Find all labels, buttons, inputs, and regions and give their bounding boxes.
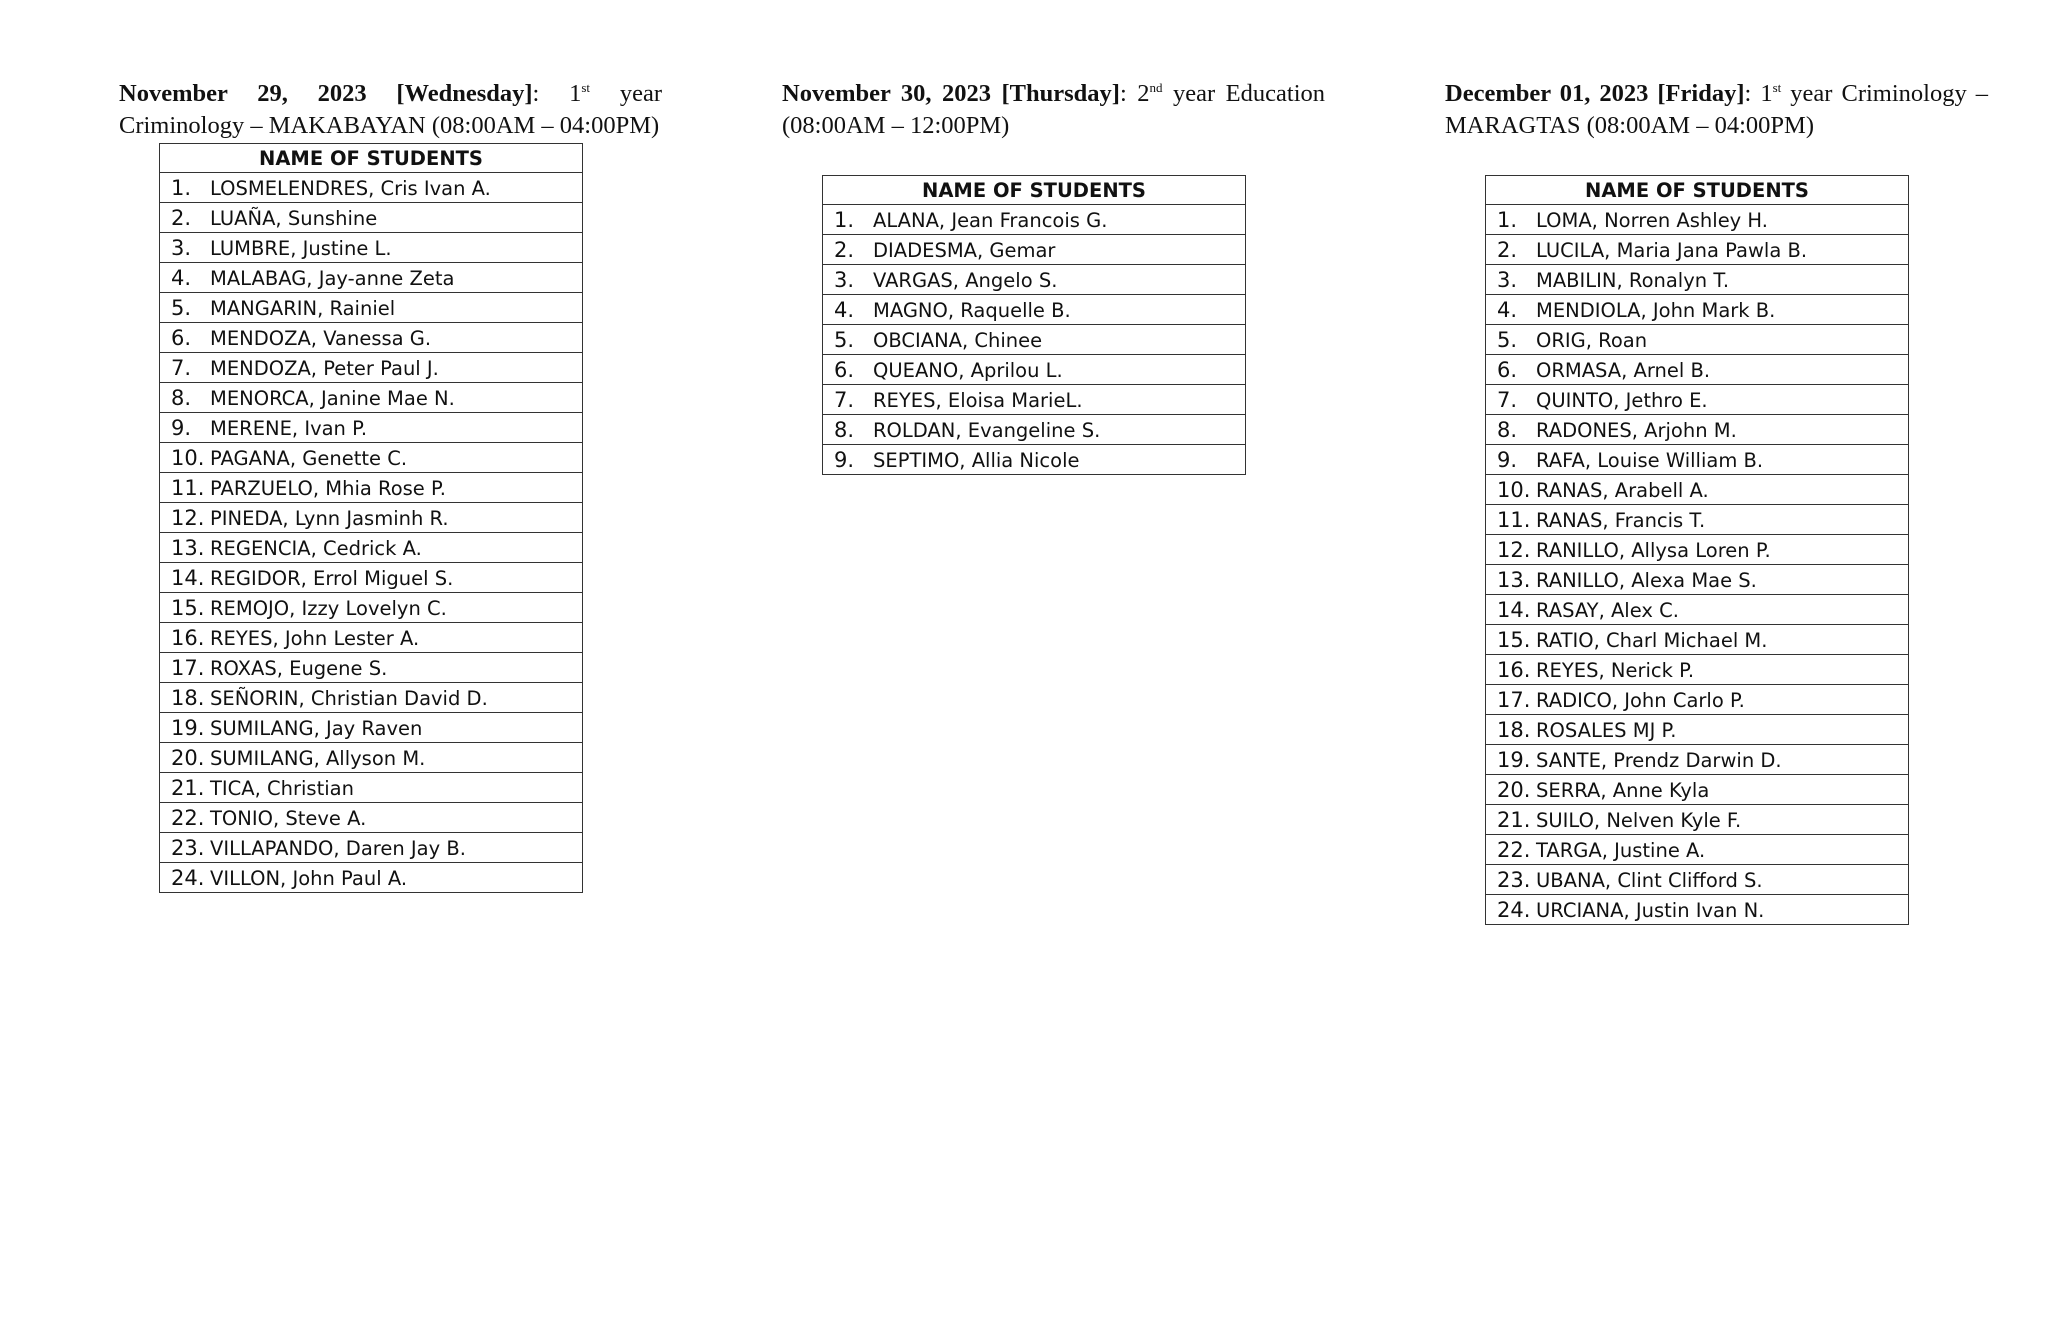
student-cell [1486, 745, 1909, 775]
student-number: 22. [1497, 837, 1531, 862]
student-number: 6. [834, 357, 855, 382]
student-name: SERRA, Anne Kyla [1536, 778, 1710, 802]
student-cell [1486, 865, 1909, 895]
student-name: MENDOZA, Peter Paul J. [210, 356, 439, 380]
student-number: 3. [1497, 267, 1518, 292]
table-row [823, 445, 1246, 475]
student-number: 5. [1497, 327, 1518, 352]
table-row [160, 743, 583, 773]
student-cell [823, 385, 1246, 415]
student-cell [160, 413, 583, 443]
table-row [160, 863, 583, 893]
table-header: NAME OF STUDENTS [1486, 176, 1909, 205]
student-cell [160, 563, 583, 593]
student-number: 3. [171, 235, 192, 260]
student-number: 17. [171, 655, 205, 680]
table-row [160, 623, 583, 653]
student-cell [1486, 625, 1909, 655]
student-name: RADONES, Arjohn M. [1536, 418, 1737, 442]
student-cell [1486, 415, 1909, 445]
table-row [1486, 205, 1909, 235]
year-number: 2 [1137, 80, 1150, 107]
student-cell [160, 173, 583, 203]
year-number: 1 [569, 80, 582, 107]
table-row [160, 413, 583, 443]
students-table-wrapper [822, 175, 1246, 475]
student-number: 13. [1497, 567, 1531, 592]
table-row [1486, 865, 1909, 895]
schedule-detail: year Education (08:00AM – 12:00PM) [782, 80, 1326, 139]
students-table [822, 175, 1246, 475]
student-cell [1486, 565, 1909, 595]
table-header-row [1486, 176, 1909, 205]
table-row [1486, 595, 1909, 625]
student-name: TARGA, Justine A. [1536, 838, 1706, 862]
table-row [160, 653, 583, 683]
schedule-heading: November 29, 2023 [Wednesday]: 1st year Criminology – MAKABAYAN (08:00AM – 04:00PM) [119, 79, 662, 139]
student-name: ROLDAN, Evangeline S. [873, 418, 1101, 442]
student-cell [160, 503, 583, 533]
student-cell [1486, 685, 1909, 715]
student-name: LOSMELENDRES, Cris Ivan A. [210, 176, 491, 200]
student-cell [160, 443, 583, 473]
year-suffix: st [581, 79, 591, 95]
table-row [160, 773, 583, 803]
students-table-wrapper [159, 143, 583, 893]
student-name: REMOJO, Izzy Lovelyn C. [210, 596, 447, 620]
student-cell [1486, 475, 1909, 505]
student-name: PINEDA, Lynn Jasminh R. [210, 506, 449, 530]
student-name: TICA, Christian [210, 776, 354, 800]
table-row [1486, 535, 1909, 565]
student-number: 24. [1497, 897, 1531, 922]
table-row [160, 713, 583, 743]
students-table-wrapper [1485, 175, 1909, 925]
table-header: NAME OF STUDENTS [823, 176, 1246, 205]
student-cell [160, 233, 583, 263]
student-name: REYES, Nerick P. [1536, 658, 1695, 682]
student-number: 7. [171, 355, 192, 380]
student-cell [160, 473, 583, 503]
student-name: MENORCA, Janine Mae N. [210, 386, 455, 410]
table-row [823, 235, 1246, 265]
schedule-column-nov-29 [119, 78, 662, 890]
student-cell [1486, 295, 1909, 325]
student-cell [160, 293, 583, 323]
student-cell [160, 353, 583, 383]
student-number: 11. [171, 475, 205, 500]
student-cell [160, 803, 583, 833]
student-name: MANGARIN, Rainiel [210, 296, 396, 320]
student-number: 9. [1497, 447, 1518, 472]
student-number: 3. [834, 267, 855, 292]
students-table-body [160, 173, 583, 893]
schedule-date: November 29, 2023 [Wednesday] [119, 80, 533, 107]
student-name: VARGAS, Angelo S. [873, 268, 1058, 292]
table-row [1486, 655, 1909, 685]
student-number: 1. [1497, 207, 1518, 232]
student-name: SUMILANG, Allyson M. [210, 746, 426, 770]
table-row [160, 803, 583, 833]
student-number: 5. [171, 295, 192, 320]
students-table-body [823, 205, 1246, 475]
student-cell [160, 683, 583, 713]
table-row [1486, 805, 1909, 835]
student-cell [823, 295, 1246, 325]
student-name: RATIO, Charl Michael M. [1536, 628, 1768, 652]
student-number: 20. [171, 745, 205, 770]
student-name: UBANA, Clint Clifford S. [1536, 868, 1763, 892]
student-name: LOMA, Norren Ashley H. [1536, 208, 1768, 232]
students-table-body [1486, 205, 1909, 925]
table-row [160, 533, 583, 563]
student-cell [1486, 715, 1909, 745]
student-name: RAFA, Louise William B. [1536, 448, 1764, 472]
student-cell [160, 203, 583, 233]
year-suffix: nd [1149, 79, 1163, 95]
student-number: 21. [171, 775, 205, 800]
student-number: 17. [1497, 687, 1531, 712]
student-number: 10. [1497, 477, 1531, 502]
student-cell [160, 713, 583, 743]
schedule-column-nov-30 [782, 78, 1326, 472]
student-number: 5. [834, 327, 855, 352]
table-row [823, 385, 1246, 415]
table-row [160, 563, 583, 593]
student-number: 18. [171, 685, 205, 710]
students-table [159, 143, 583, 893]
student-name: ORIG, Roan [1536, 328, 1648, 352]
table-row [160, 173, 583, 203]
student-number: 14. [1497, 597, 1531, 622]
schedule-date: November 30, 2023 [Thursday] [782, 80, 1120, 107]
student-name: ROSALES MJ P. [1536, 718, 1677, 742]
table-row [1486, 445, 1909, 475]
student-name: LUMBRE, Justine L. [210, 236, 392, 260]
student-number: 2. [171, 205, 192, 230]
student-number: 15. [1497, 627, 1531, 652]
student-number: 18. [1497, 717, 1531, 742]
table-row [1486, 385, 1909, 415]
student-number: 21. [1497, 807, 1531, 832]
table-row [823, 265, 1246, 295]
student-cell [160, 833, 583, 863]
student-cell [823, 205, 1246, 235]
student-name: ALANA, Jean Francois G. [873, 208, 1108, 232]
table-row [1486, 625, 1909, 655]
student-name: DIADESMA, Gemar [873, 238, 1056, 262]
table-row [1486, 355, 1909, 385]
student-cell [160, 773, 583, 803]
student-number: 22. [171, 805, 205, 830]
student-cell [1486, 895, 1909, 925]
student-number: 24. [171, 865, 205, 890]
student-number: 6. [1497, 357, 1518, 382]
student-cell [1486, 445, 1909, 475]
table-row [1486, 895, 1909, 925]
student-name: MERENE, Ivan P. [210, 416, 368, 440]
students-table [1485, 175, 1909, 925]
student-name: RASAY, Alex C. [1536, 598, 1679, 622]
student-name: SANTE, Prendz Darwin D. [1536, 748, 1782, 772]
table-row [160, 263, 583, 293]
student-number: 23. [1497, 867, 1531, 892]
student-name: LUAÑA, Sunshine [210, 206, 378, 230]
student-number: 14. [171, 565, 205, 590]
student-number: 4. [1497, 297, 1518, 322]
schedule-column-dec-01 [1445, 78, 1989, 922]
student-number: 10. [171, 445, 205, 470]
table-row [160, 443, 583, 473]
student-cell [1486, 805, 1909, 835]
student-cell [1486, 235, 1909, 265]
student-cell [1486, 505, 1909, 535]
table-header: NAME OF STUDENTS [160, 144, 583, 173]
student-number: 4. [171, 265, 192, 290]
table-header-row [823, 176, 1246, 205]
student-number: 1. [171, 175, 192, 200]
table-row [1486, 295, 1909, 325]
table-row [1486, 325, 1909, 355]
student-name: MAGNO, Raquelle B. [873, 298, 1071, 322]
table-row [1486, 775, 1909, 805]
table-row [823, 415, 1246, 445]
student-name: VILLAPANDO, Daren Jay B. [210, 836, 466, 860]
student-cell [823, 325, 1246, 355]
student-number: 8. [834, 417, 855, 442]
student-number: 11. [1497, 507, 1531, 532]
table-row [1486, 475, 1909, 505]
table-row [160, 683, 583, 713]
student-number: 1. [834, 207, 855, 232]
student-number: 16. [171, 625, 205, 650]
student-name: SEÑORIN, Christian David D. [210, 686, 488, 710]
schedule-heading: November 30, 2023 [Thursday]: 2nd year Education (08:00AM – 12:00PM) [782, 79, 1326, 139]
student-number: 6. [171, 325, 192, 350]
student-cell [823, 265, 1246, 295]
table-row [1486, 685, 1909, 715]
table-row [160, 323, 583, 353]
table-row [160, 233, 583, 263]
student-name: ROXAS, Eugene S. [210, 656, 388, 680]
student-name: QUINTO, Jethro E. [1536, 388, 1708, 412]
schedule-heading: December 01, 2023 [Friday]: 1st year Criminology – MARAGTAS (08:00AM – 04:00PM) [1445, 79, 1989, 139]
student-cell [160, 653, 583, 683]
student-name: LUCILA, Maria Jana Pawla B. [1536, 238, 1808, 262]
year-suffix: st [1772, 79, 1782, 95]
table-row [1486, 745, 1909, 775]
student-number: 12. [171, 505, 205, 530]
table-row [160, 383, 583, 413]
student-number: 2. [834, 237, 855, 262]
student-number: 7. [1497, 387, 1518, 412]
student-number: 19. [171, 715, 205, 740]
student-name: RANAS, Arabell A. [1536, 478, 1709, 502]
student-name: SEPTIMO, Allia Nicole [873, 448, 1080, 472]
student-name: REGENCIA, Cedrick A. [210, 536, 422, 560]
student-cell [823, 355, 1246, 385]
student-cell [1486, 655, 1909, 685]
table-row [1486, 415, 1909, 445]
table-row [160, 473, 583, 503]
student-number: 8. [1497, 417, 1518, 442]
student-name: RANILLO, Allysa Loren P. [1536, 538, 1771, 562]
table-row [1486, 715, 1909, 745]
student-number: 7. [834, 387, 855, 412]
student-cell [160, 743, 583, 773]
student-name: PAGANA, Genette C. [210, 446, 408, 470]
student-number: 4. [834, 297, 855, 322]
student-number: 9. [171, 415, 192, 440]
student-cell [1486, 325, 1909, 355]
student-name: OBCIANA, Chinee [873, 328, 1043, 352]
student-number: 20. [1497, 777, 1531, 802]
schedule-detail: year Criminology – MAKABAYAN (08:00AM – 04:00PM) [119, 80, 662, 139]
student-cell [1486, 265, 1909, 295]
student-cell [1486, 775, 1909, 805]
table-row [823, 325, 1246, 355]
student-name: MENDOZA, Vanessa G. [210, 326, 432, 350]
student-name: REYES, Eloisa MarieL. [873, 388, 1083, 412]
student-number: 2. [1497, 237, 1518, 262]
student-cell [1486, 355, 1909, 385]
student-name: MENDIOLA, John Mark B. [1536, 298, 1776, 322]
table-row [823, 295, 1246, 325]
student-name: SUMILANG, Jay Raven [210, 716, 423, 740]
student-number: 19. [1497, 747, 1531, 772]
student-number: 15. [171, 595, 205, 620]
student-name: REYES, John Lester A. [210, 626, 420, 650]
student-cell [1486, 205, 1909, 235]
table-row [160, 353, 583, 383]
table-row [1486, 505, 1909, 535]
table-row [160, 593, 583, 623]
student-cell [160, 383, 583, 413]
table-row [823, 355, 1246, 385]
student-cell [823, 415, 1246, 445]
student-name: REGIDOR, Errol Miguel S. [210, 566, 454, 590]
table-row [1486, 835, 1909, 865]
student-name: MALABAG, Jay-anne Zeta [210, 266, 455, 290]
student-name: QUEANO, Aprilou L. [873, 358, 1063, 382]
table-row [1486, 565, 1909, 595]
student-name: MABILIN, Ronalyn T. [1536, 268, 1730, 292]
year-number: 1 [1760, 80, 1773, 107]
table-row [1486, 265, 1909, 295]
student-cell [160, 323, 583, 353]
student-cell [1486, 535, 1909, 565]
student-cell [160, 623, 583, 653]
schedule-detail: year Criminology – MARAGTAS (08:00AM – 04:00PM) [1445, 80, 1989, 139]
schedule-date: December 01, 2023 [Friday] [1445, 80, 1745, 107]
student-name: URCIANA, Justin Ivan N. [1536, 898, 1765, 922]
student-name: TONIO, Steve A. [210, 806, 367, 830]
table-row [160, 503, 583, 533]
student-cell [160, 863, 583, 893]
table-row [160, 833, 583, 863]
table-header-row [160, 144, 583, 173]
student-name: RANILLO, Alexa Mae S. [1536, 568, 1757, 592]
student-cell [1486, 835, 1909, 865]
table-row [160, 293, 583, 323]
student-number: 8. [171, 385, 192, 410]
table-row [823, 205, 1246, 235]
student-number: 9. [834, 447, 855, 472]
student-name: VILLON, John Paul A. [210, 866, 408, 890]
student-name: ORMASA, Arnel B. [1536, 358, 1711, 382]
student-number: 12. [1497, 537, 1531, 562]
student-cell [160, 533, 583, 563]
student-cell [823, 445, 1246, 475]
table-row [1486, 235, 1909, 265]
student-name: RADICO, John Carlo P. [1536, 688, 1745, 712]
table-row [160, 203, 583, 233]
student-number: 16. [1497, 657, 1531, 682]
student-cell [160, 593, 583, 623]
student-cell [823, 235, 1246, 265]
student-number: 23. [171, 835, 205, 860]
student-cell [1486, 385, 1909, 415]
student-name: PARZUELO, Mhia Rose P. [210, 476, 446, 500]
student-cell [160, 263, 583, 293]
student-cell [1486, 595, 1909, 625]
student-number: 13. [171, 535, 205, 560]
student-name: RANAS, Francis T. [1536, 508, 1706, 532]
student-name: SUILO, Nelven Kyle F. [1536, 808, 1742, 832]
